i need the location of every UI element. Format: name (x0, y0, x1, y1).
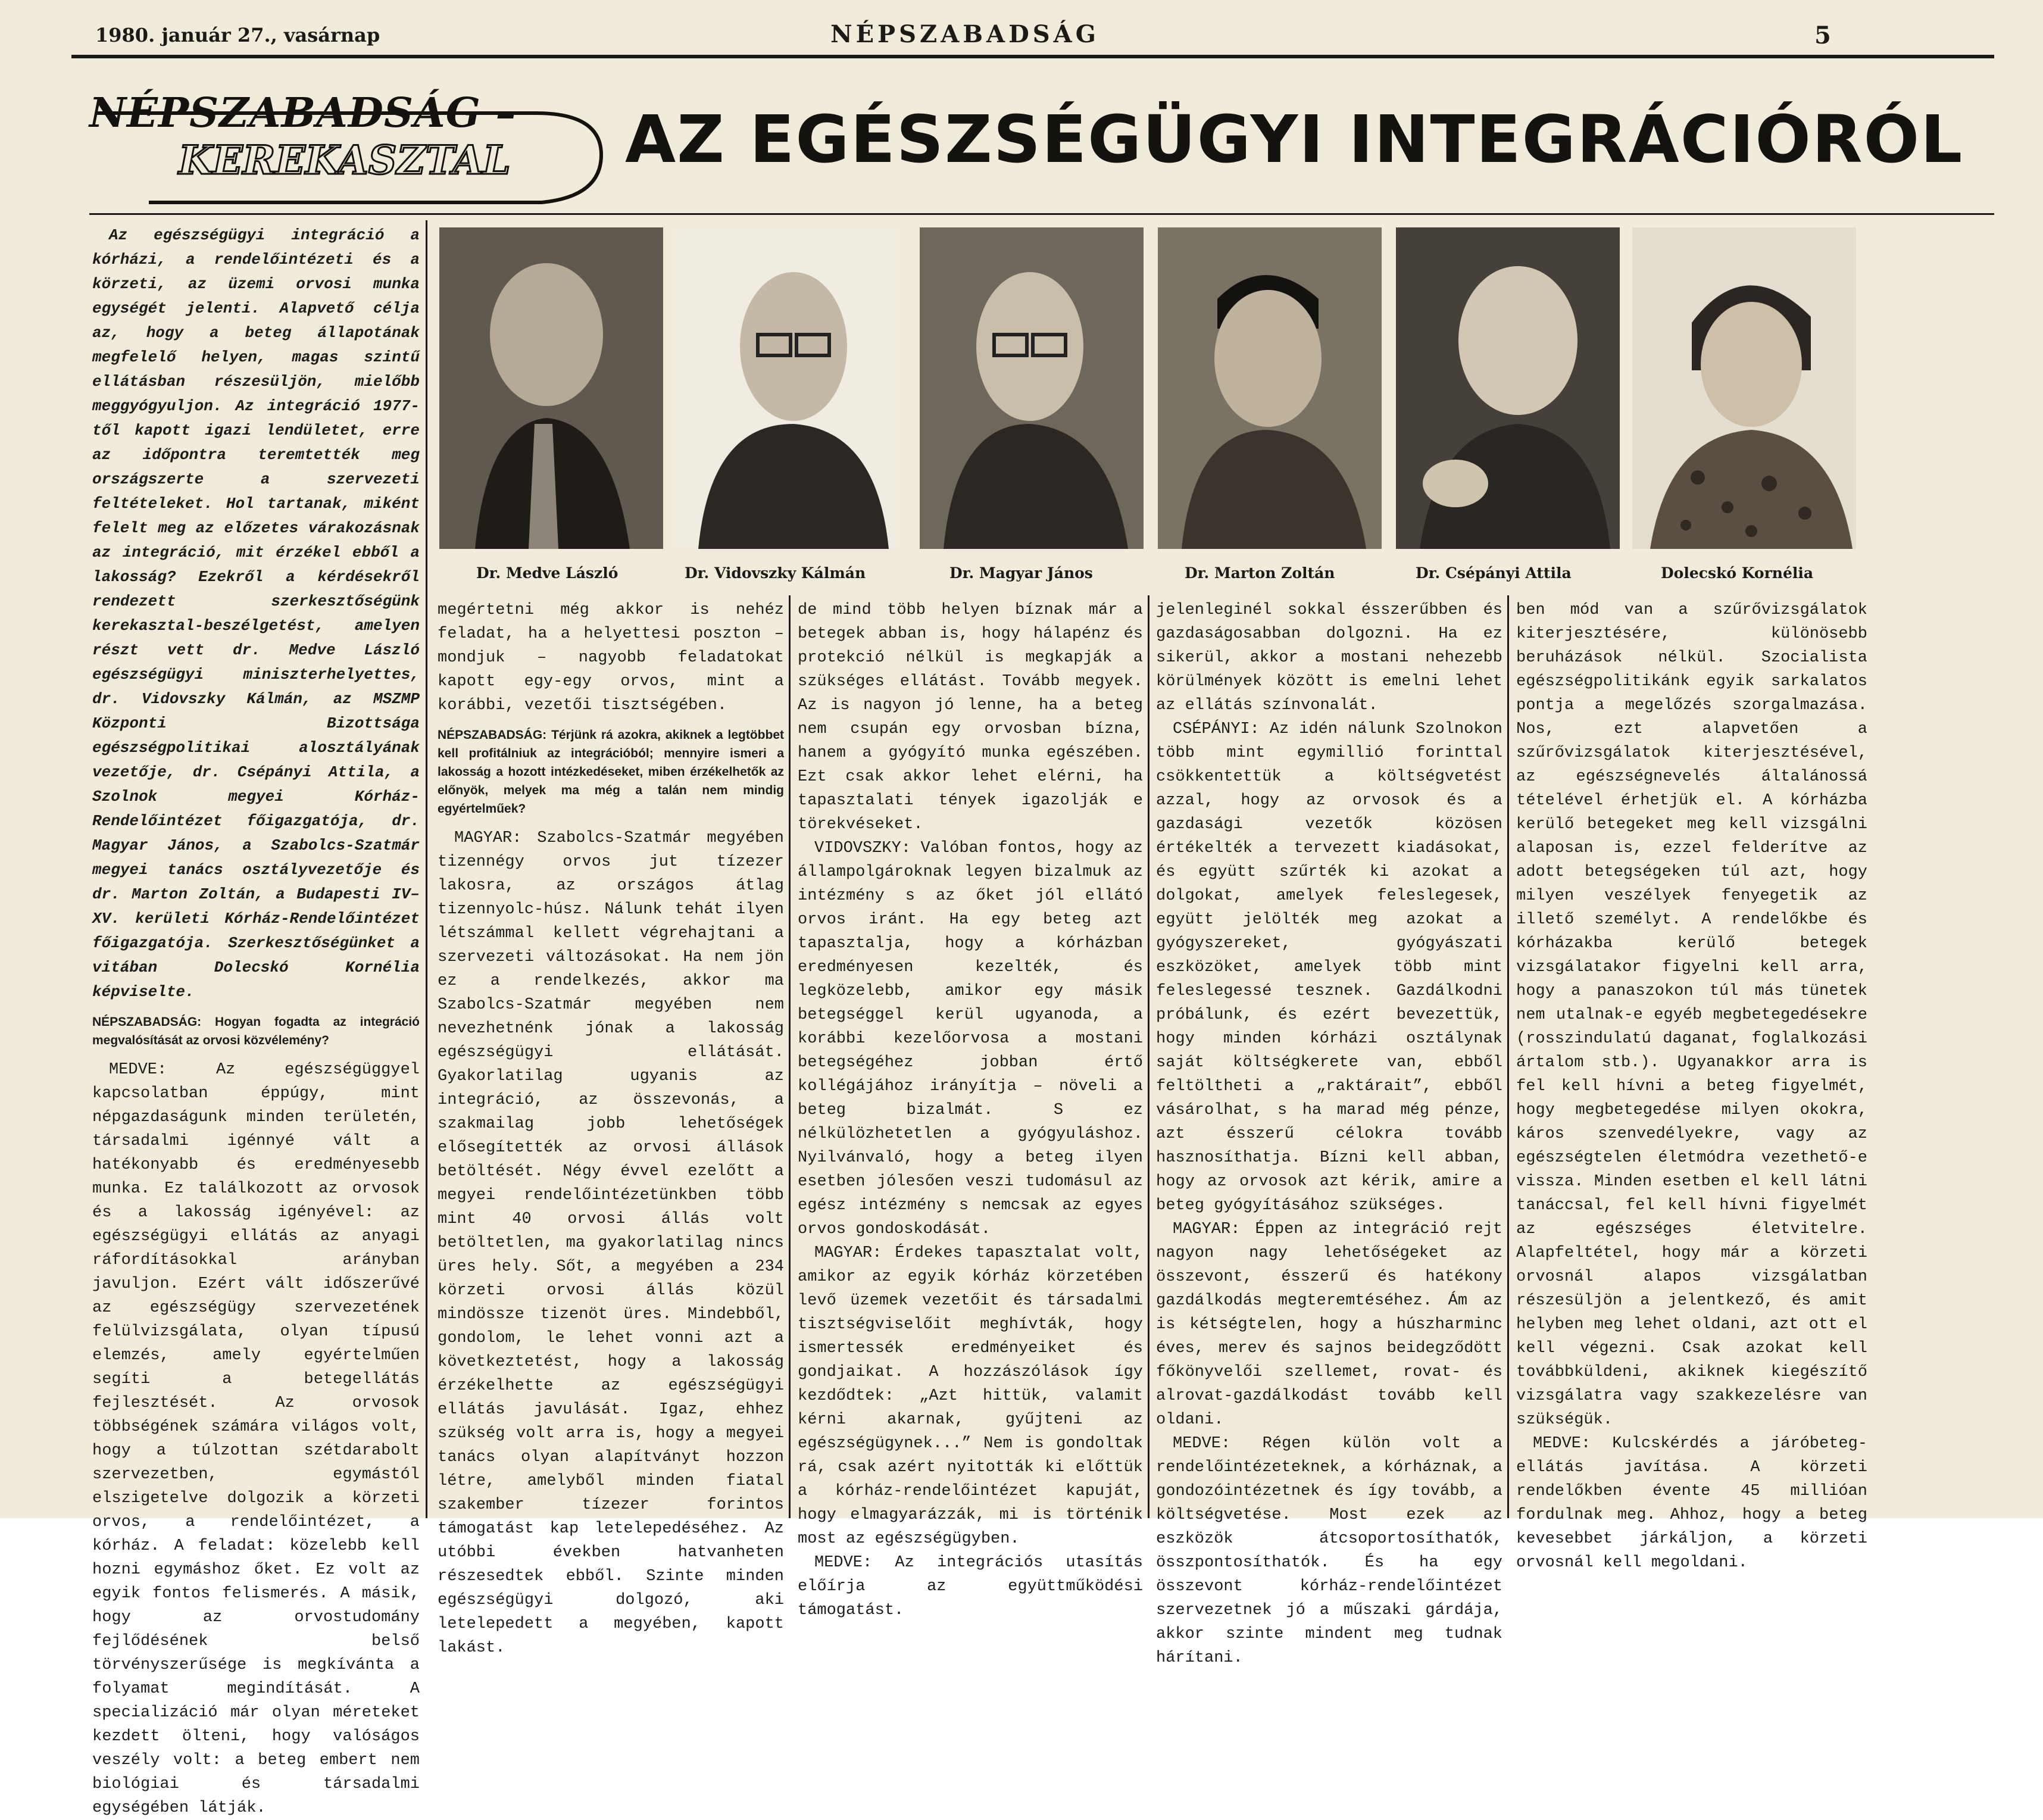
header-page-number: 5 (1814, 21, 1831, 49)
kerekasztal-logo-bottom: KEREKASZTAL (179, 137, 511, 183)
photo-marton (1158, 227, 1382, 549)
caption-medve: Dr. Medve László (476, 564, 618, 582)
column-3-body-4: MEDVE: Az integrációs utasítás előírja az együttműködési támogatást. (798, 1554, 1143, 1619)
header-newspaper-name: NÉPSZABADSÁG (830, 20, 1099, 48)
column-rule (1507, 595, 1509, 1518)
headline: AZ EGÉSZSÉGÜGYI INTEGRÁCIÓRÓL (625, 101, 1964, 177)
column-rule (89, 213, 1994, 215)
column-4-body-3: MAGYAR: Éppen az integráció rejt nagyon nagy lehetőségeket az összevont, ésszerű és hatékony gazdálkodás megteremtéséhez. Ám az is kétségtelen, hogy a húszharminc éves, merev és sajnos beidegződött főkönyvelői szellemet, rovat- és alrovat-gazdálkodást tovább kell oldani. (1156, 1220, 1502, 1429)
header-rule (71, 55, 1994, 58)
column-4 (1156, 598, 1502, 1667)
caption-magyar: Dr. Magyar János (949, 564, 1093, 582)
caption-marton: Dr. Marton Zoltán (1185, 564, 1335, 582)
question-1: NÉPSZABADSÁG: Hogyan fogadta az integráció megvalósítását az orvosi közvélemény? (92, 1015, 420, 1047)
logo-swoosh (89, 77, 625, 214)
column-rule (1148, 595, 1149, 1518)
column-3-body-3: MAGYAR: Érdekes tapasztalat volt, amikor az egyik kórház körzetében levő üzemek vezetőit és társadalmi tisztségviselőit meghívták, hogy ismertessék eredményeiket és gondjaikat. A hozzászólások így kezdődtek: „Azt hittük, valamit kérni akarnak, gyűjteni az egészségügynek...” Nem is gondoltak rá, csak azért nyitották ki előttük a kórház-rendelőintézet kapuját, hogy elmagyarázzák, mi is történik most az egészségügyben. (798, 1244, 1143, 1548)
column-3-body-2: VIDOVSZKY: Valóban fontos, hogy az állampolgároknak legyen bizalmuk az intézmény s az őket jól ellátó orvos iránt. Ha egy beteg azt tapasztalja, hogy a kórházban eredményesen kezelték, és legközelebb, amikor egy másik betegséggel kerül ugyanoda, a korábbi kezelőorvosa a mostani betegségéhez jobban értő kollégájához irányítja – növeli a beteg bizalmát. S ez nélkülözhetetlen a gyógyuláshoz. Nyilvánvaló, hogy a beteg ilyen esetben jólesően veszi tudomásul az egész intézmény s nemcsak az egyes orvos gondoskodását. (798, 839, 1143, 1238)
question-2: NÉPSZABADSÁG: Térjünk rá azokra, akiknek a legtöbbet kell profitálniuk az integrációból; mennyire ismeri a lakosság a hozott intézkedéseket, miben érzékelhetők az előnyök, melyek ma még a talán nem mindig egyértelműek? (438, 728, 784, 816)
intro-paragraph: Az egészségügyi integráció a kórházi, a rendelőintézeti és a körzeti, az üzemi orvosi munka egységét jelenti. Alapvető célja az, hogy a beteg állapotának megfelelő helyen, magas szintű ellátásban részesüljön, mielőbb meggyógyuljon. Az integráció 1977-től kapott igazi lendületet, erre az időpontra teremtették meg országszerte a szervezeti feltételeket. Hol tartanak, miként felelt meg az előzetes várakozásnak az integráció, mit érzékel ebből a lakosság? Ezekről a kérdésekről rendezett szerkesztőségünk kerekasztal-beszélgetést, amelyen részt vett dr. Medve László egészségügyi miniszterhelyettes, dr. Vidovszky Kálmán, az MSZMP Központi Bizottsága egészségpolitikai alosztályának vezetője, dr. Csépányi Attila, a Szolnok megyei Kórház-Rendelőintézet főigazgatója, dr. Magyar János, a Szabolcs-Szatmár megyei tanács osztályvezetője és dr. Marton Zoltán, a Budapesti IV–XV. kerületi Kórház-Rendelőintézet főigazgatója. Szerkesztőségünket a vitában Dolecskó Kornélia képviselte. (92, 226, 420, 1001)
column-rule (789, 595, 791, 1518)
column-4-body-1: jelenleginél sokkal ésszerűbben és gazdaságosabban dolgozni. Ha ez sikerül, akkor a mostani nehezebb körülmények között is emelni lehet az ellátás színvonalát. (1156, 601, 1502, 714)
photo-dolecsko (1632, 227, 1856, 549)
column-3 (798, 598, 1143, 1619)
column-1-body: MEDVE: Az egészségüggyel kapcsolatban éppúgy, mint népgazdaságunk minden területén, társadalmi igénnyé vált a hatékonyabb és eredményesebb munka. Ez találkozott az orvosok és a lakosság igényével: az egészségügyi ellátás az anyagi ráfordításokkal arányban javuljon. Ezért vált időszerűvé az egészségügy szervezetének felülvizsgálata, olyan típusú elemzés, amely egyértelműen segíti a betegellátás fejlesztését. Az orvosok többségének számára világos volt, hogy a túlzottan szétdarabolt szervezetben, egymástól elszigetelve dolgozik a körzeti orvos, a rendelőintézet, a kórház. A feladat: közelebb kell hozni egymáshoz őket. Ez volt az egyik fontos felismerés. A másik, hogy az orvostudomány fejlődésének belső törvényszerűsége is megkívánta a folyamat megindítását. A specializáció már olyan méreteket kezdett ölteni, hogy valóságos veszély volt: a beteg embert nem biológiai és társadalmi egységében látják. (92, 1061, 420, 1817)
column-rule (426, 220, 427, 1518)
column-4-body-2: CSÉPÁNYI: Az idén nálunk Szolnokon több mint egymillió forinttal csökkentettük a költségvetést azzal, hogy az orvosok és a gazdasági vezetők közösen értékelték a tervezett kiadásokat, és együtt szűrték ki azokat a dolgokat, amelyek feleslegesek, együtt jelölték meg azokat a gyógyszereket, gyógyászati eszközöket, amelyek több mint feleslegessé tesznek. Gazdálkodni próbálunk, és ezért bevezettük, hogy minden kórházi osztálynak saját költségkerete van, ebből feltöltheti a „raktárait”, ebből vásárolhat, s ha marad még pénze, azt ésszerű célokra tovább hasznosíthatja. Bízni kell abban, hogy az orvosok azt kérik, amire a beteg gyógyításához szükséges. (1156, 720, 1502, 1215)
column-5-body-1: ben mód van a szűrővizsgálatok kiterjesztésére, különösebb beruházások nélkül. Szocialista egészségpolitikánk egyik sarkalatos pontja a megelőzés szorgalmazása. Nos, ezt alapvetően a szűrővizsgálatok kiterjesztésével, az egészségnevelés általánossá tételével érhetjük el. A kórházba kerülő betegeket meg kell vizsgálni alaposan is, ezzel felderítve az adott betegségeken túl azt, hogy milyen veszélyek fenyegetik az illető személyt. A rendelőkbe és kórházakba kerülő betegek vizsgálatakor figyelni kell arra, hogy a panaszokon túl más tünetek nem utalnak-e egyéb megbetegedésekre (rosszindulatú daganat, foglalkozási ártalom stb.). Ugyanakkor arra is fel kell hívni a beteg figyelmét, hogy megbetegedése milyen okokra, káros szenvedélyekre, vagy az egészségtelen életmódra vezethető-e vissza. Minden esetben el kell látni tanáccsal, fel kell hívni figyelmét az egészséges életvitelre. Alapfeltétel, hogy már a körzeti orvosnál alapos vizsgálatban részesüljön a jelentkező, és amit helyben meg lehet oldani, azt ott el kell végezni. Csak azokat kell továbbküldeni, akiknek kiegészítő vizsgálatra vagy szakkezelésre van szükségük. (1516, 601, 1867, 1429)
caption-dolecsko: Dolecskó Kornélia (1661, 564, 1814, 582)
caption-csepanyi: Dr. Csépányi Attila (1416, 564, 1572, 582)
kerekasztal-logo-top: NÉPSZABADSÁG – (89, 89, 517, 137)
photo-medve (439, 227, 663, 549)
column-5 (1516, 598, 1867, 1572)
column-2-body: MAGYAR: Szabolcs-Szatmár megyében tizennégy orvos jut tízezer lakosra, az országos átlag tizennyolc-húsz. Nálunk tehát ilyen létszámmal kellett végrehajtani a szervezeti változásokat. Ha nem jön ez a rendelkezés, akkor ma Szabolcs-Szatmár megyében nem nevezhetnénk jónak a lakosság egészségügyi ellátását. Gyakorlatilag ugyanis az integráció, az összevonás, a szakmailag jobb lehetőségek elősegítették az orvosi állások betöltését. Négy évvel ezelőtt a megyei rendelőintézetünkben több mint 40 orvosi állás volt betöltetlen, ma gyakorlatilag nincs üres hely. Sőt, a megyében a 234 körzeti orvosi állás közül mindössze tizenöt üres. Mindebből, gondolom, le lehet vonni azt a következtetést, hogy a lakosság érzékelhette az egészségügyi ellátás javulását. Igaz, ehhez szükség volt arra is, hogy a megyei tanács olyan alapítványt hozzon létre, amelyből minden fiatal szakember tízezer forintos támogatást kap letelepedéséhez. Az utóbbi években hatvanheten részesedtek ebből. Szinte minden egészségügyi dolgozó, aki letelepedett a megyében, kapott lakást. (438, 829, 784, 1657)
column-3-body-1: de mind több helyen bíznak már a betegek abban is, hogy hálapénz és protekció nélkül is megkapják a szükséges ellátást. Tovább megyek. Az is nagyon jó lenne, ha a beteg nem csupán egy orvosban bízna, hanem a gyógyító munka egészében. Ezt csak akkor lehet elérni, ha tapasztalati tények igazolják e törekvéseket. (798, 601, 1143, 833)
photo-vidovszky (674, 227, 898, 549)
column-2-lead: megértetni még akkor is nehéz feladat, ha a helyettesi poszton – mondjuk – nagyobb feladatokat kapott egy-egy orvos, mint a korábbi, vezetői tisztségében. (438, 601, 784, 714)
photo-csepanyi (1396, 227, 1620, 549)
column-1 (92, 223, 420, 1817)
column-4-body-4: MEDVE: Régen külön volt a rendelőintézeteknek, a kórháznak, a gondozóintézetnek és így tovább, a költségvetése. Most ezek az eszközök átcsoportosíthatók, összpontosíthatók. És ha egy összevont kórház-rendelőintézet szervezetnek jó a műszaki gárdája, akkor szinte mindent meg tudnak hárítani. (1156, 1435, 1502, 1667)
header-date: 1980. január 27., vasárnap (95, 24, 380, 46)
photo-magyar (920, 227, 1144, 549)
column-5-body-2: MEDVE: Kulcskérdés a járóbeteg-ellátás javítása. A körzeti rendelőkben évente 45 millióan fordulnak meg. Ahhoz, hogy a beteg kevesebbet járkáljon, a körzeti orvosnál kell megoldani. (1516, 1435, 1867, 1572)
caption-vidovszky: Dr. Vidovszky Kálmán (685, 564, 866, 582)
column-2 (438, 598, 784, 1657)
